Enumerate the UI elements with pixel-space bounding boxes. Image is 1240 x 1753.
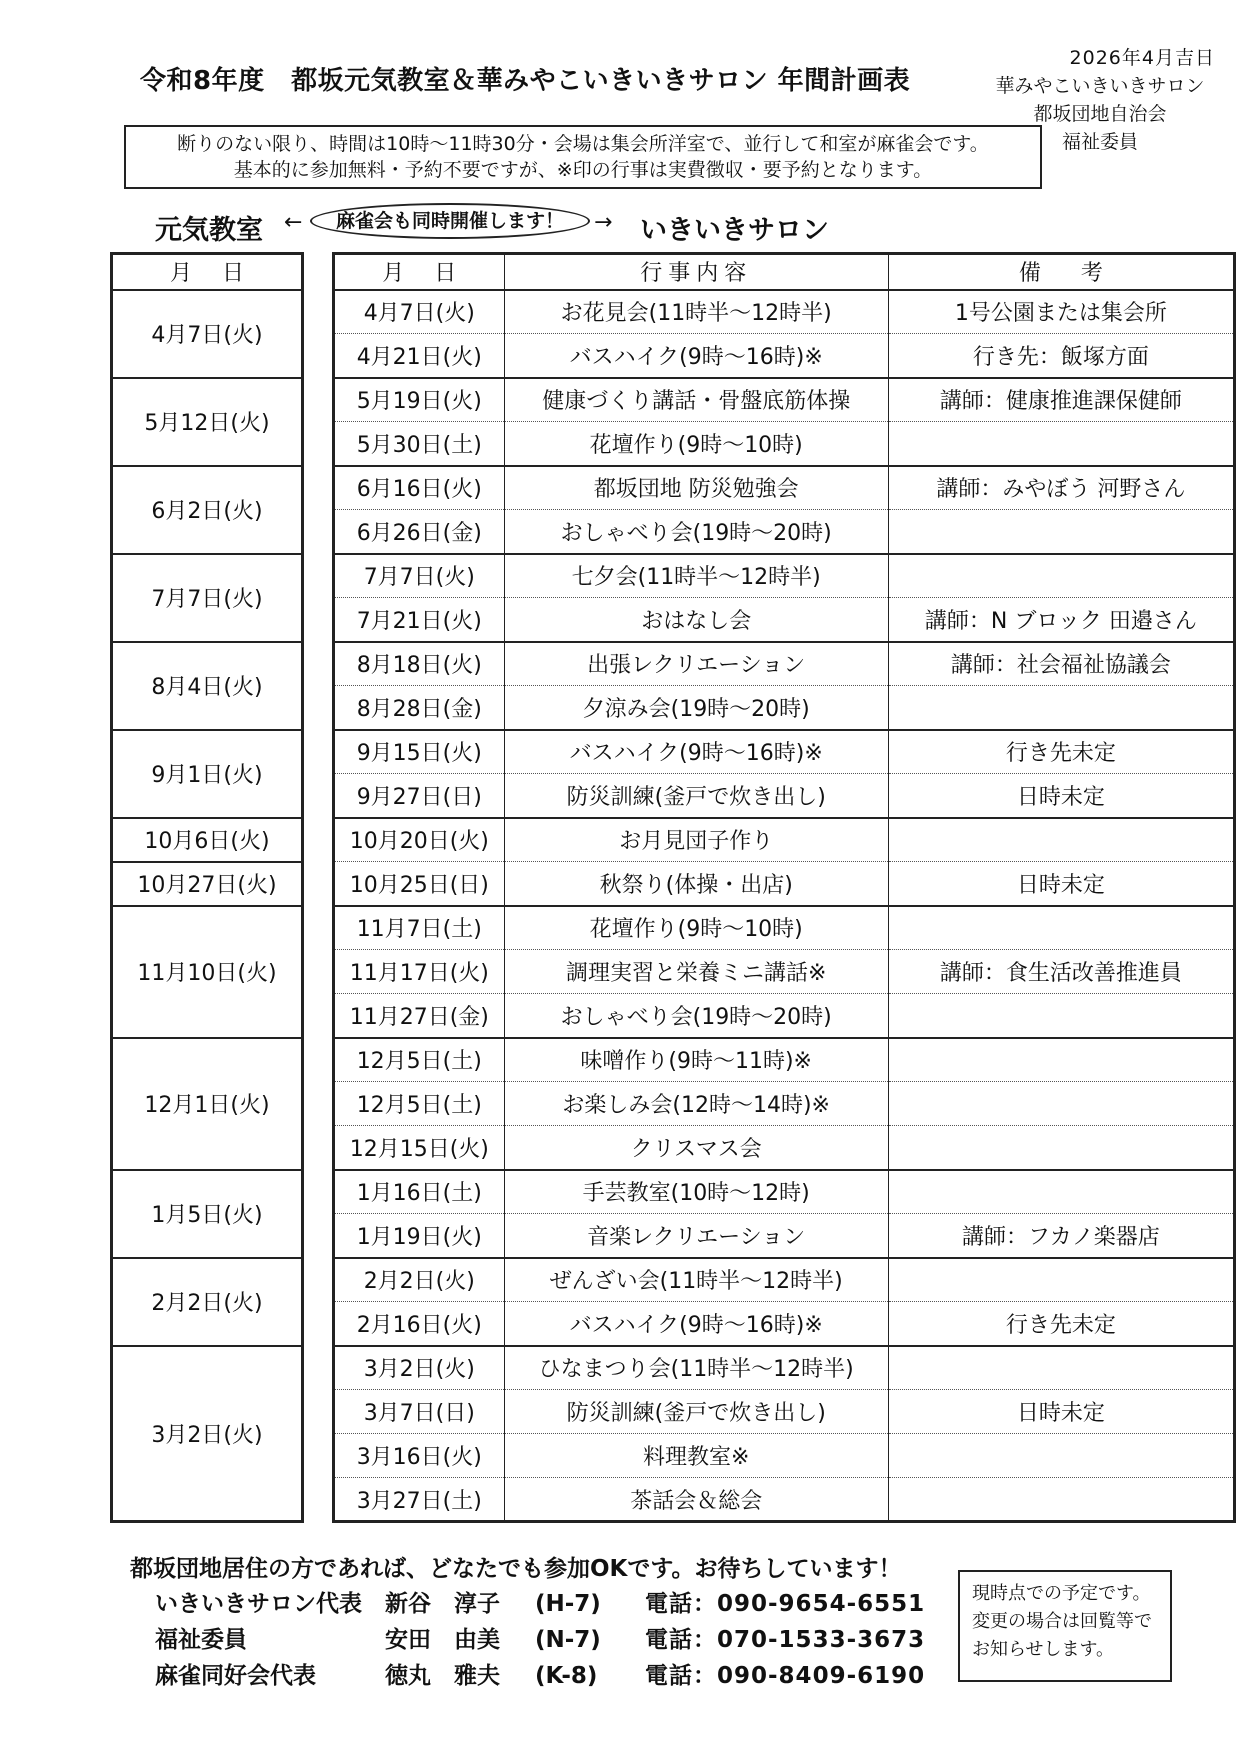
table-row [334,466,1235,510]
cell-note [888,1346,1234,1390]
cell-note: 講師：社会福祉協議会 [888,642,1234,686]
table-row [334,378,1235,422]
cell-note [888,510,1234,554]
legend-left-label: 元気教室 [155,215,263,246]
cell-date: 9月27日(日) [334,774,505,818]
cell-event: おはなし会 [504,598,888,642]
footer-message: 都坂団地居住の方であれば、どなたでも参加OKです。お待ちしています！ [130,1556,902,1582]
notice-line: 断りのない限り、時間は10時～11時30分・会場は集会所洋室で、並行して和室が麻雀会です。 [177,133,989,155]
issue-date: 2026年4月吉日 [1069,47,1215,69]
table-row [334,642,1235,686]
genki-date-cell: 11月10日(火) [112,906,303,1038]
genki-date-cell: 2月2日(火) [112,1258,303,1346]
genki-date-cell: 6月2日(火) [112,466,303,554]
cell-note: 日時未定 [888,774,1234,818]
cell-date: 3月7日(日) [334,1390,505,1434]
cell-event: 手芸教室(10時～12時) [504,1170,888,1214]
cell-date: 3月27日(土) [356,1488,482,1514]
table-row [112,906,303,1038]
table-row [334,994,1235,1038]
cell-note [888,1038,1234,1082]
genki-schedule-table [110,252,304,1523]
contact-unit: (K-8) [535,1663,598,1689]
table-row [334,1126,1235,1170]
cell-note [888,1478,1234,1522]
notice-line: 基本的に参加無料・予約不要ですが、※印の行事は実費徴収・要予約となります。 [233,159,933,181]
table-row [334,598,1235,642]
cell-note: 講師：フカノ楽器店 [888,1214,1234,1258]
table-row [112,1258,303,1346]
table-row [334,422,1235,466]
genki-date-cell: 7月7日(火) [112,554,303,642]
table-row [112,378,303,466]
cell-date: 11月7日(土) [334,906,505,950]
cell-date: 11月17日(火) [334,950,505,994]
legend-center-oval: 麻雀会も同時開催します！ [310,203,590,239]
genki-date-cell: 12月1日(火) [112,1038,303,1170]
schedule-change-note [958,1570,1172,1682]
contact-name: 徳丸 雅夫 [385,1663,500,1689]
cell-event: 味噌作り(9時～11時)※ [504,1038,888,1082]
cell-event: おしゃべり会(19時～20時) [504,510,888,554]
cell-event: 音楽レクリエーション [504,1214,888,1258]
cell-note: 講師：健康推進課保健師 [888,378,1234,422]
cell-note [888,906,1234,950]
cell-note [888,994,1234,1038]
cell-date: 5月19日(火) [334,378,505,422]
cell-date: 10月20日(火) [334,818,505,862]
contact-role: 福祉委員 [155,1627,247,1653]
cell-date: 2月16日(火) [334,1302,505,1346]
cell-date: 8月28日(金) [334,686,505,730]
table-row [334,774,1235,818]
cell-note [888,1258,1234,1302]
genki-date-cell: 9月1日(火) [112,730,303,818]
table-row [112,1346,303,1522]
note-line: お知らせします。 [972,1639,1115,1660]
table-row [334,818,1235,862]
contact-phone: 電話：070-1533-3673 [645,1627,926,1653]
cell-note: 講師：みやぼう 河野さん [888,466,1234,510]
cell-note [888,1126,1234,1170]
table-row [112,642,303,730]
table-row [112,862,303,906]
table-row [334,1214,1235,1258]
table-row [334,1038,1235,1082]
cell-event: 出張レクリエーション [504,642,888,686]
cell-date: 4月7日(火) [334,290,505,334]
cell-date: 6月26日(金) [334,510,505,554]
cell-event: 花壇作り(9時～10時) [504,422,888,466]
cell-event: バスハイク(9時～16時)※ [504,1302,888,1346]
cell-event: お楽しみ会(12時～14時)※ [504,1082,888,1126]
contact-row [155,1622,925,1658]
cell-event: 防災訓練(釜戸で炊き出し) [504,1390,888,1434]
cell-event: 防災訓練(釜戸で炊き出し) [504,774,888,818]
cell-date: 12月15日(火) [334,1126,505,1170]
contact-unit: (H-7) [535,1591,601,1617]
cell-date: 1月19日(火) [334,1214,505,1258]
cell-date: 8月18日(火) [334,642,505,686]
contact-list [155,1586,925,1694]
cell-date: 2月2日(火) [334,1258,505,1302]
column-header-date: 月日 [334,254,505,290]
cell-event: ぜんざい会(11時半～12時半) [504,1258,888,1302]
contact-phone: 電話：090-8409-6190 [645,1663,926,1689]
table-row [334,1434,1235,1478]
contact-role: 麻雀同好会代表 [155,1663,316,1689]
table-row [334,1478,1235,1522]
cell-date: 6月16日(火) [334,466,505,510]
cell-event: バスハイク(9時～16時)※ [504,730,888,774]
arrow-right-icon: → [594,210,613,235]
cell-event: お月見団子作り [504,818,888,862]
cell-note: 日時未定 [888,1390,1234,1434]
cell-event: 健康づくり講話・骨盤底筋体操 [504,378,888,422]
cell-event: ひなまつり会(11時半～12時半) [504,1346,888,1390]
column-header-date: 月日 [112,254,303,290]
cell-date: 4月21日(火) [334,334,505,378]
contact-unit: (N-7) [535,1627,601,1653]
table-row [334,1346,1235,1390]
cell-note [888,1082,1234,1126]
cell-note [888,422,1234,466]
table-row [334,950,1235,994]
genki-date-cell: 5月12日(火) [112,378,303,466]
cell-note: 行き先：飯塚方面 [888,334,1234,378]
table-row [112,554,303,642]
cell-date: 3月16日(火) [334,1434,505,1478]
table-row [334,334,1235,378]
cell-event: 秋祭り(体操・出店) [504,862,888,906]
table-row [334,290,1235,334]
cell-date: 7月21日(火) [334,598,505,642]
note-line: 現時点での予定です。 [972,1583,1151,1604]
cell-event: 調理実習と栄養ミニ講話※ [504,950,888,994]
genki-date-cell: 10月6日(火) [112,818,303,862]
cell-note [888,818,1234,862]
cell-date: 9月15日(火) [334,730,505,774]
cell-date: 1月16日(土) [334,1170,505,1214]
note-line: 変更の場合は回覧等で [972,1611,1152,1632]
table-row [334,1082,1235,1126]
table-row [112,1170,303,1258]
cell-note: 講師：食生活改善推進員 [888,950,1234,994]
table-row [334,510,1235,554]
cell-note: 日時未定 [888,862,1234,906]
table-row [334,730,1235,774]
table-row [334,1390,1235,1434]
table-row [112,818,303,862]
contact-role: いきいきサロン代表 [155,1591,362,1617]
cell-event: 花壇作り(9時～10時) [504,906,888,950]
cell-event: 料理教室※ [504,1434,888,1478]
table-row [112,466,303,554]
cell-event: 夕涼み会(19時～20時) [504,686,888,730]
table-row [112,1038,303,1170]
cell-date: 12月5日(土) [334,1038,505,1082]
arrow-left-icon: ← [284,210,303,235]
table-row [334,906,1235,950]
genki-date-cell: 10月27日(火) [112,862,303,906]
issuer-org: 華みやこいきいきサロン [995,75,1205,97]
cell-date: 10月25日(日) [334,862,505,906]
contact-row [155,1658,925,1694]
cell-event: 都坂団地 防災勉強会 [504,466,888,510]
cell-event: バスハイク(9時～16時)※ [504,334,888,378]
contact-phone: 電話：090-9654-6551 [645,1591,926,1617]
cell-note: 1号公園または集会所 [888,290,1234,334]
table-row [334,554,1235,598]
table-row [334,862,1235,906]
page-title: 令和8年度 都坂元気教室＆華みやこいきいきサロン 年間計画表 [140,66,911,96]
genki-date-cell: 1月5日(火) [112,1170,303,1258]
contact-row [155,1586,925,1622]
cell-note: 講師：N ブロック 田邉さん [888,598,1234,642]
cell-date: 5月30日(土) [334,422,505,466]
genki-date-cell: 3月2日(火) [151,1422,263,1448]
cell-note [888,1170,1234,1214]
cell-event: 七夕会(11時半～12時半) [504,554,888,598]
salon-schedule-table [332,252,1236,1523]
cell-date: 11月27日(金) [334,994,505,1038]
issuer-org: 都坂団地自治会 [1033,103,1167,125]
cell-date: 12月5日(土) [334,1082,505,1126]
cell-event: 茶話会＆総会 [504,1478,888,1522]
legend-right-label: いきいきサロン [640,215,829,246]
table-row [334,1170,1235,1214]
cell-note: 行き先未定 [888,1302,1234,1346]
issuer-org: 福祉委員 [1061,131,1138,153]
table-row [112,290,303,378]
genki-date-cell: 4月7日(火) [112,290,303,378]
genki-date-cell: 8月4日(火) [112,642,303,730]
cell-note [888,1434,1234,1478]
cell-event: お花見会(11時半～12時半) [504,290,888,334]
notice-box [124,125,1042,189]
cell-event: おしゃべり会(19時～20時) [504,994,888,1038]
cell-event: クリスマス会 [504,1126,888,1170]
cell-note: 行き先未定 [888,730,1234,774]
contact-name: 安田 由美 [385,1627,500,1653]
table-row [334,1302,1235,1346]
table-row [334,1258,1235,1302]
column-header-event: 行事内容 [504,254,888,290]
cell-note [888,686,1234,730]
table-row [334,686,1235,730]
cell-note [888,554,1234,598]
cell-date: 3月2日(火) [334,1346,505,1390]
cell-date: 7月7日(火) [334,554,505,598]
table-row [112,730,303,818]
contact-name: 新谷 淳子 [385,1591,500,1617]
column-header-note: 備考 [888,254,1234,290]
